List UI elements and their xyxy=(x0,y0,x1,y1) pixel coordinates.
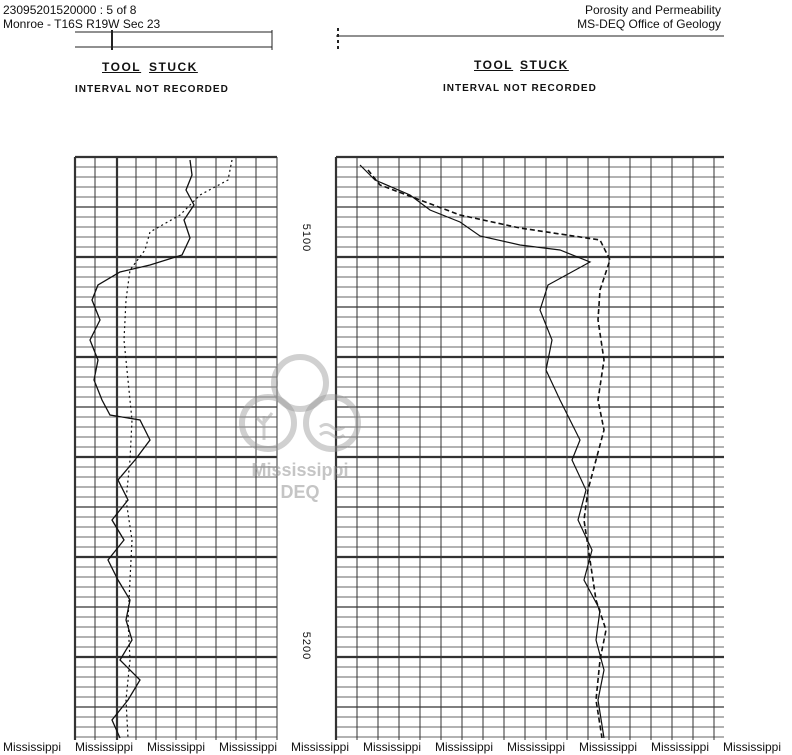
depth-label-lower: 5200 xyxy=(300,631,313,661)
right-tool-label: TOOL xyxy=(474,58,514,72)
location-label: Monroe - T16S R19W Sec 23 xyxy=(3,17,161,31)
footer-label: Mississippi xyxy=(75,740,134,754)
watermark-text-deq: DEQ xyxy=(280,482,320,502)
footer-label: Mississippi xyxy=(219,740,278,754)
footer-label: Mississippi xyxy=(147,740,206,754)
footer-label: Mississippi xyxy=(363,740,422,754)
deq-watermark-logo xyxy=(240,345,360,505)
left-stuck-label: STUCK xyxy=(149,60,198,74)
footer-label: Mississippi xyxy=(579,740,638,754)
document-id: 23095201520000 : 5 of 8 xyxy=(3,3,137,17)
footer-label: Mississippi xyxy=(651,740,710,754)
footer-label: Mississippi xyxy=(723,740,782,754)
document-type: Porosity and Permeability xyxy=(584,3,721,17)
footer-label: Mississippi xyxy=(507,740,566,754)
right-interval-note: INTERVAL NOT RECORDED xyxy=(443,83,597,94)
agency-name: MS-DEQ Office of Geology xyxy=(577,17,721,31)
right-stuck-label: STUCK xyxy=(520,58,569,72)
footer-label: Mississippi xyxy=(435,740,494,754)
left-interval-note: INTERVAL NOT RECORDED xyxy=(75,84,229,95)
footer-label: Mississippi xyxy=(291,740,350,754)
footer-watermark-row xyxy=(0,740,782,755)
top-strip xyxy=(75,28,724,50)
right-track-grid xyxy=(336,157,724,740)
left-tool-label: TOOL xyxy=(102,60,142,74)
watermark-text-mississippi: Mississippi xyxy=(251,460,349,480)
depth-label-upper: 5100 xyxy=(300,223,313,253)
footer-label: Mississippi xyxy=(3,740,62,754)
